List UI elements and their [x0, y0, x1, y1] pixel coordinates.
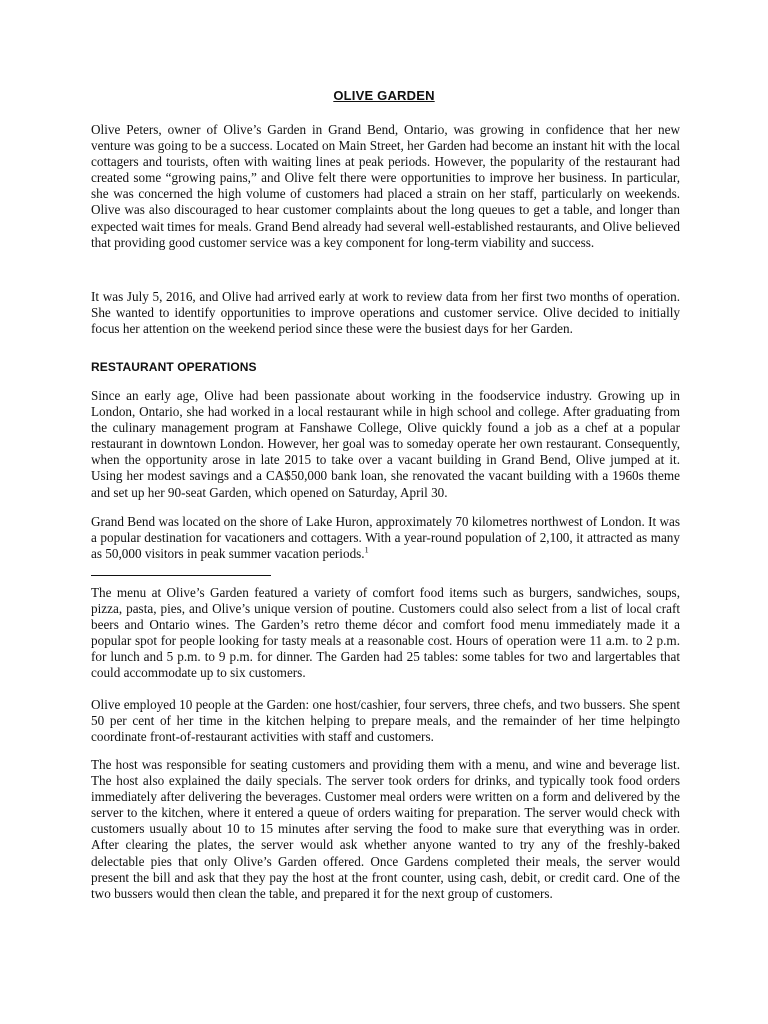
operations-paragraph-1: Since an early age, Olive had been passionate about working in the foodservice industry. Growing up in London, Ontario, she had worked in a local restaurant while in high school and college. After graduating from the culinary management program at Fanshawe College, Olive quickly found a job as a chef at a popular restaurant in downtown London. However, her goal was to someday operate her own restaurant. Consequently, when the opportunity arose in late 2015 to take over a vacant building in Grand Bend, Olive jumped at it. Using her modest savings and a CA$50,000 bank loan, she renovated the vacant building with a 1960s theme and set up her 90-seat Garden, which opened on Saturday, April 30. [91, 388, 680, 500]
intro-paragraph-2: It was July 5, 2016, and Olive had arrived early at work to review data from her first two months of operation. She wanted to identify opportunities to improve operations and customer service. Olive decided to initially focus her attention on the weekend period since these were the busiest days for her Garden. [91, 289, 680, 337]
operations-paragraph-2 [91, 514, 680, 562]
intro-paragraph-1: Olive Peters, owner of Olive’s Garden in Grand Bend, Ontario, was growing in confidence that her new venture was going to be a success. Located on Main Street, her Garden had become an instant hit with the local cottagers and tourists, often with waiting lines at peak periods. However, the popularity of the restaurant had created some “growing pains,” and Olive felt there were opportunities to improve her business. In particular, she was concerned the high volume of customers had placed a strain on her staff, particularly on weekends. Olive was also discouraged to hear customer complaints about the long queues to get a table, and longer than expected wait times for meals. Grand Bend already had several well-established restaurants, and Olive believed that providing good customer service was a key component for long-term viability and success. [91, 122, 680, 250]
section-heading-restaurant-operations: RESTAURANT OPERATIONS [91, 360, 257, 374]
host-paragraph: The host was responsible for seating customers and providing them with a menu, and wine and beverage list. The host also explained the daily specials. The server took orders for drinks, and typically took food orders immediately after delivering the beverages. Customer meal orders were written on a form and delivered by the server to the kitchen, where it entered a queue of orders waiting for preparation. The server would check with customers usually about 10 to 15 minutes after serving the food to make sure that everything was in order. After clearing the plates, the server would ask whether anyone wanted to try any of the freshly-baked delectable pies that only Olive’s Garden offered. Once Gardens completed their meals, the server would present the bill and ask that they pay the host at the front counter, using cash, debit, or credit card. One of the two bussers would then clean the table, and prepared it for the next group of customers. [91, 757, 680, 901]
staff-paragraph: Olive employed 10 people at the Garden: one host/cashier, four servers, three chefs, and two bussers. She spent 50 per cent of her time in the kitchen helping to prepare meals, and the remainder of her time helpingto coordinate front-of-restaurant activities with staff and customers. [91, 697, 680, 745]
menu-paragraph: The menu at Olive’s Garden featured a variety of comfort food items such as burgers, sandwiches, soups, pizza, pasta, pies, and Olive’s unique version of poutine. Customers could also select from a list of local craft beers and Ontario wines. The Garden’s retro theme décor and comfort food menu immediately made it a popular spot for people looking for tasty meals at a reasonable cost. Hours of operation were 11 a.m. to 2 p.m. for lunch and 5 p.m. to 9 p.m. for dinner. The Garden had 25 tables: some tables for two and largertables that could accommodate up to six customers. [91, 585, 680, 681]
footnote-rule [91, 575, 271, 576]
document-title: OLIVE GARDEN [333, 88, 435, 103]
operations-paragraph-2-text: Grand Bend was located on the shore of Lake Huron, approximately 70 kilometres northwest of London. It was a popular destination for vacationers and cottagers. With a year-round population of 2,100, it attracted as many as 50,000 visitors in peak summer vacation periods. [91, 514, 680, 562]
footnote-marker: 1 [364, 545, 369, 555]
